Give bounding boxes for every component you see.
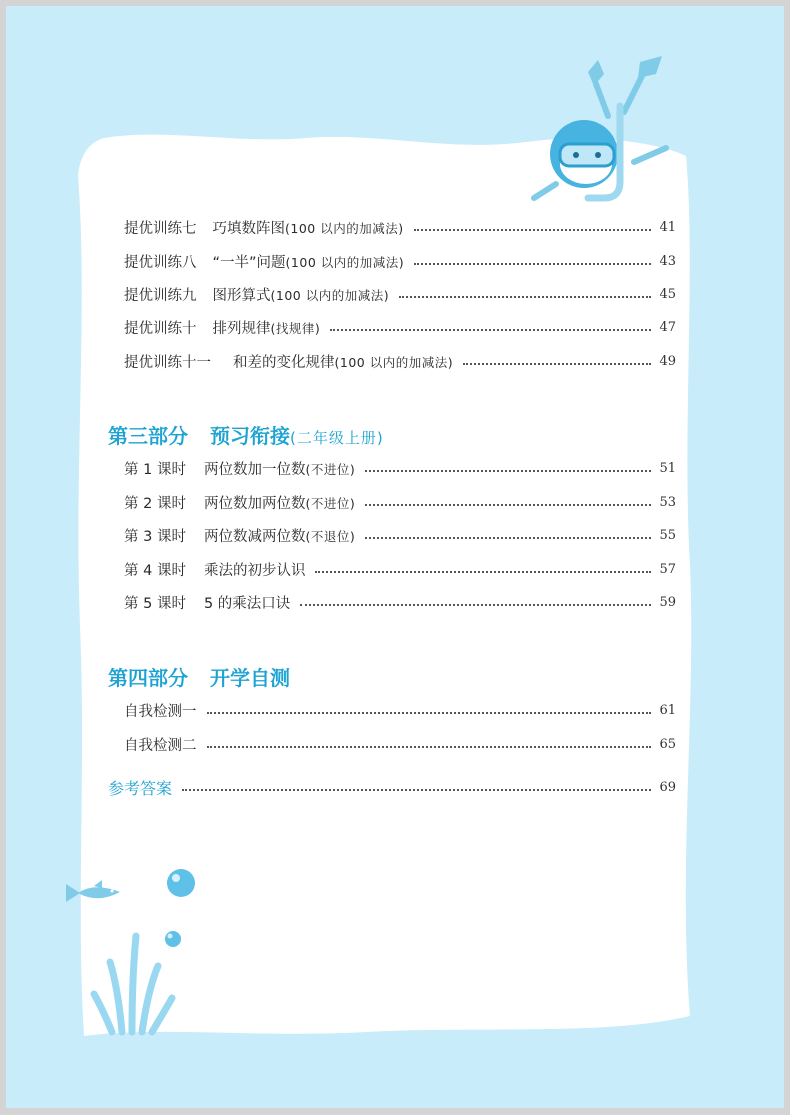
- page-number: 59: [659, 594, 676, 610]
- toc-label: 第 2 课时 两位数加两位数(不进位): [124, 495, 356, 512]
- page-number: 49: [659, 353, 676, 369]
- dot-leader: [365, 504, 651, 506]
- toc-label: 自我检测二: [124, 737, 197, 754]
- toc-row[interactable]: [124, 733, 676, 755]
- fish-icon: [58, 878, 124, 912]
- seaweed-icon: [88, 928, 178, 1038]
- toc-row-answers[interactable]: [108, 776, 676, 798]
- toc-label: 第 3 课时 两位数减两位数(不退位): [124, 528, 356, 545]
- page-number: 65: [659, 736, 676, 752]
- page-number: 57: [659, 561, 676, 577]
- page-number: 43: [659, 253, 676, 269]
- dot-leader: [182, 789, 651, 791]
- dot-leader: [365, 470, 651, 472]
- page-number: 55: [659, 527, 676, 543]
- dot-leader: [207, 712, 652, 714]
- section-heading-part3: 第三部分 预习衔接(二年级上册): [108, 424, 384, 448]
- toc-row[interactable]: [124, 491, 676, 513]
- toc-row[interactable]: [124, 316, 676, 338]
- diver-girl-icon: [516, 52, 696, 212]
- page-number: 69: [659, 779, 676, 795]
- toc-label: 第 4 课时 乘法的初步认识: [124, 562, 306, 579]
- toc-label: 提优训练九 图形算式(100 以内的加减法): [124, 287, 390, 304]
- answers-label: 参考答案: [108, 778, 173, 798]
- dot-leader: [414, 229, 652, 231]
- toc-row[interactable]: [124, 216, 676, 238]
- section-heading-part4: 第四部分 开学自测: [108, 666, 290, 690]
- page-number: 45: [659, 286, 676, 302]
- toc-row[interactable]: [124, 250, 676, 272]
- toc-row[interactable]: [124, 524, 676, 546]
- toc-row[interactable]: [124, 699, 676, 721]
- toc-row[interactable]: [124, 457, 676, 479]
- toc-label: 提优训练十一 和差的变化规律(100 以内的加减法): [124, 354, 454, 371]
- toc-label: 提优训练七 巧填数阵图(100 以内的加减法): [124, 220, 404, 237]
- toc-row[interactable]: [124, 558, 676, 580]
- dot-leader: [330, 329, 651, 331]
- dot-leader: [399, 296, 651, 298]
- toc-label: 第 5 课时 5 的乘法口诀: [124, 595, 291, 612]
- page-number: 53: [659, 494, 676, 510]
- dot-leader: [365, 537, 651, 539]
- page-number: 61: [659, 702, 676, 718]
- toc-label: 第 1 课时 两位数加一位数(不进位): [124, 461, 356, 478]
- toc-label: 提优训练八 “一半”问题(100 以内的加减法): [124, 254, 405, 271]
- toc-label: 自我检测一: [124, 703, 197, 720]
- page-number: 51: [659, 460, 676, 476]
- toc-label: 提优训练十 排列规律(找规律): [124, 320, 321, 337]
- toc-row[interactable]: [124, 591, 676, 613]
- toc-row[interactable]: [124, 350, 676, 372]
- dot-leader: [414, 263, 651, 265]
- page-number: 41: [659, 219, 676, 235]
- page: [6, 6, 784, 1108]
- dot-leader: [300, 604, 651, 606]
- dot-leader: [207, 746, 652, 748]
- toc-row[interactable]: [124, 283, 676, 305]
- dot-leader: [463, 363, 651, 365]
- page-number: 47: [659, 319, 676, 335]
- bubble-icon: [164, 866, 198, 900]
- dot-leader: [315, 571, 651, 573]
